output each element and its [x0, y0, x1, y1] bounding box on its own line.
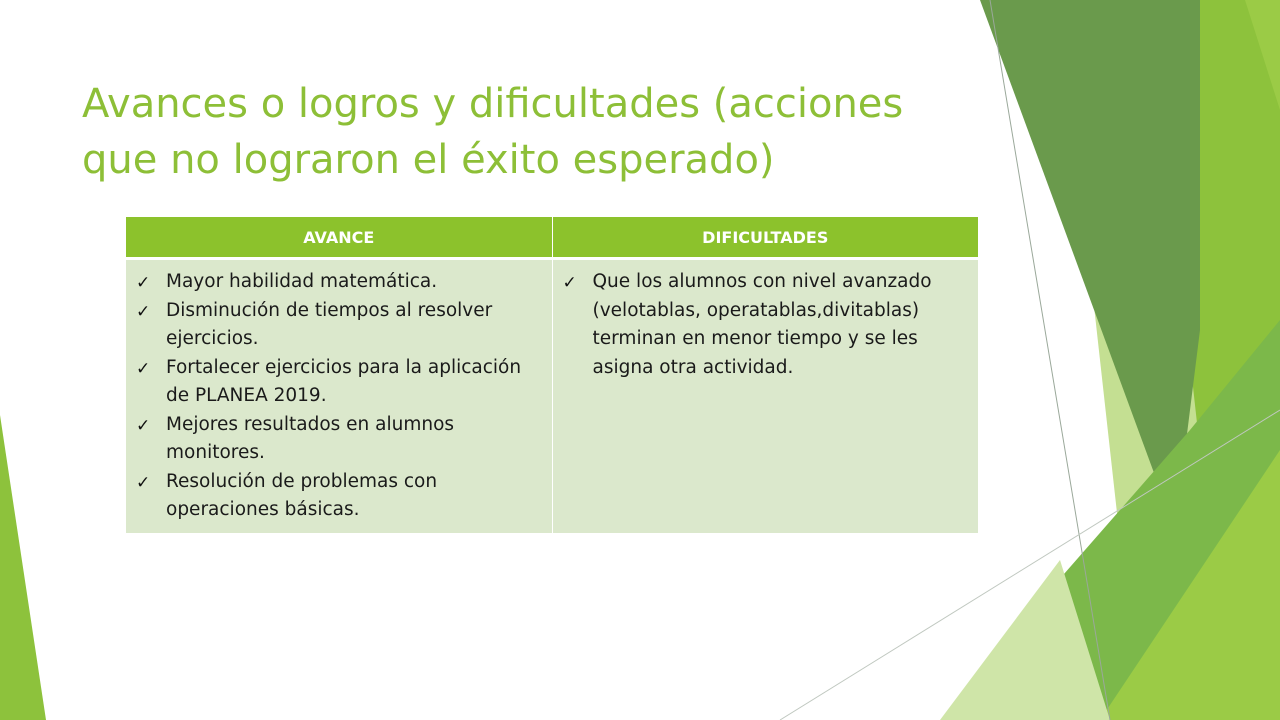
check-icon: ✓ — [562, 273, 577, 293]
check-icon: ✓ — [136, 472, 151, 493]
list-item — [136, 468, 542, 525]
list-item-text: Mejores resultados en alumnos monitores. — [166, 413, 455, 463]
avance-cell — [126, 259, 553, 534]
avance-list — [136, 268, 542, 525]
table-header-row — [126, 217, 979, 259]
dificultades-list — [563, 268, 969, 382]
list-item-text: Fortalecer ejercicios para la aplicación de PLANEA 2019. — [166, 356, 522, 406]
list-item — [136, 297, 542, 354]
list-item-text: Disminución de tiempos al resolver ejercicios. — [166, 299, 493, 349]
dificultades-cell — [552, 259, 979, 534]
summary-table — [125, 216, 979, 534]
check-icon: ✓ — [136, 273, 151, 293]
list-item-text: Que los alumnos con nivel avanzado (velotablas, operatablas,divitablas) terminan en menor tiempo y se les asigna otra actividad. — [592, 271, 932, 378]
summary-table-container — [125, 216, 979, 534]
check-icon: ✓ — [136, 358, 151, 379]
check-icon: ✓ — [136, 301, 151, 322]
header-dificultades: DIFICULTADES — [552, 217, 979, 259]
list-item — [563, 268, 969, 382]
check-icon: ✓ — [136, 415, 151, 436]
right-dark-shape — [980, 0, 1200, 530]
table-row — [126, 259, 979, 534]
list-item — [136, 354, 542, 411]
left-accent-shape — [0, 415, 46, 720]
list-item-text: Resolución de problemas con operaciones básicas. — [166, 470, 438, 520]
list-item-text: Mayor habilidad matemática. — [166, 271, 438, 292]
list-item — [136, 268, 542, 297]
list-item — [136, 411, 542, 468]
header-avance: AVANCE — [126, 217, 553, 259]
slide-title: Avances o logros y dificultades (acciones que no lograron el éxito esperado) — [82, 81, 904, 183]
